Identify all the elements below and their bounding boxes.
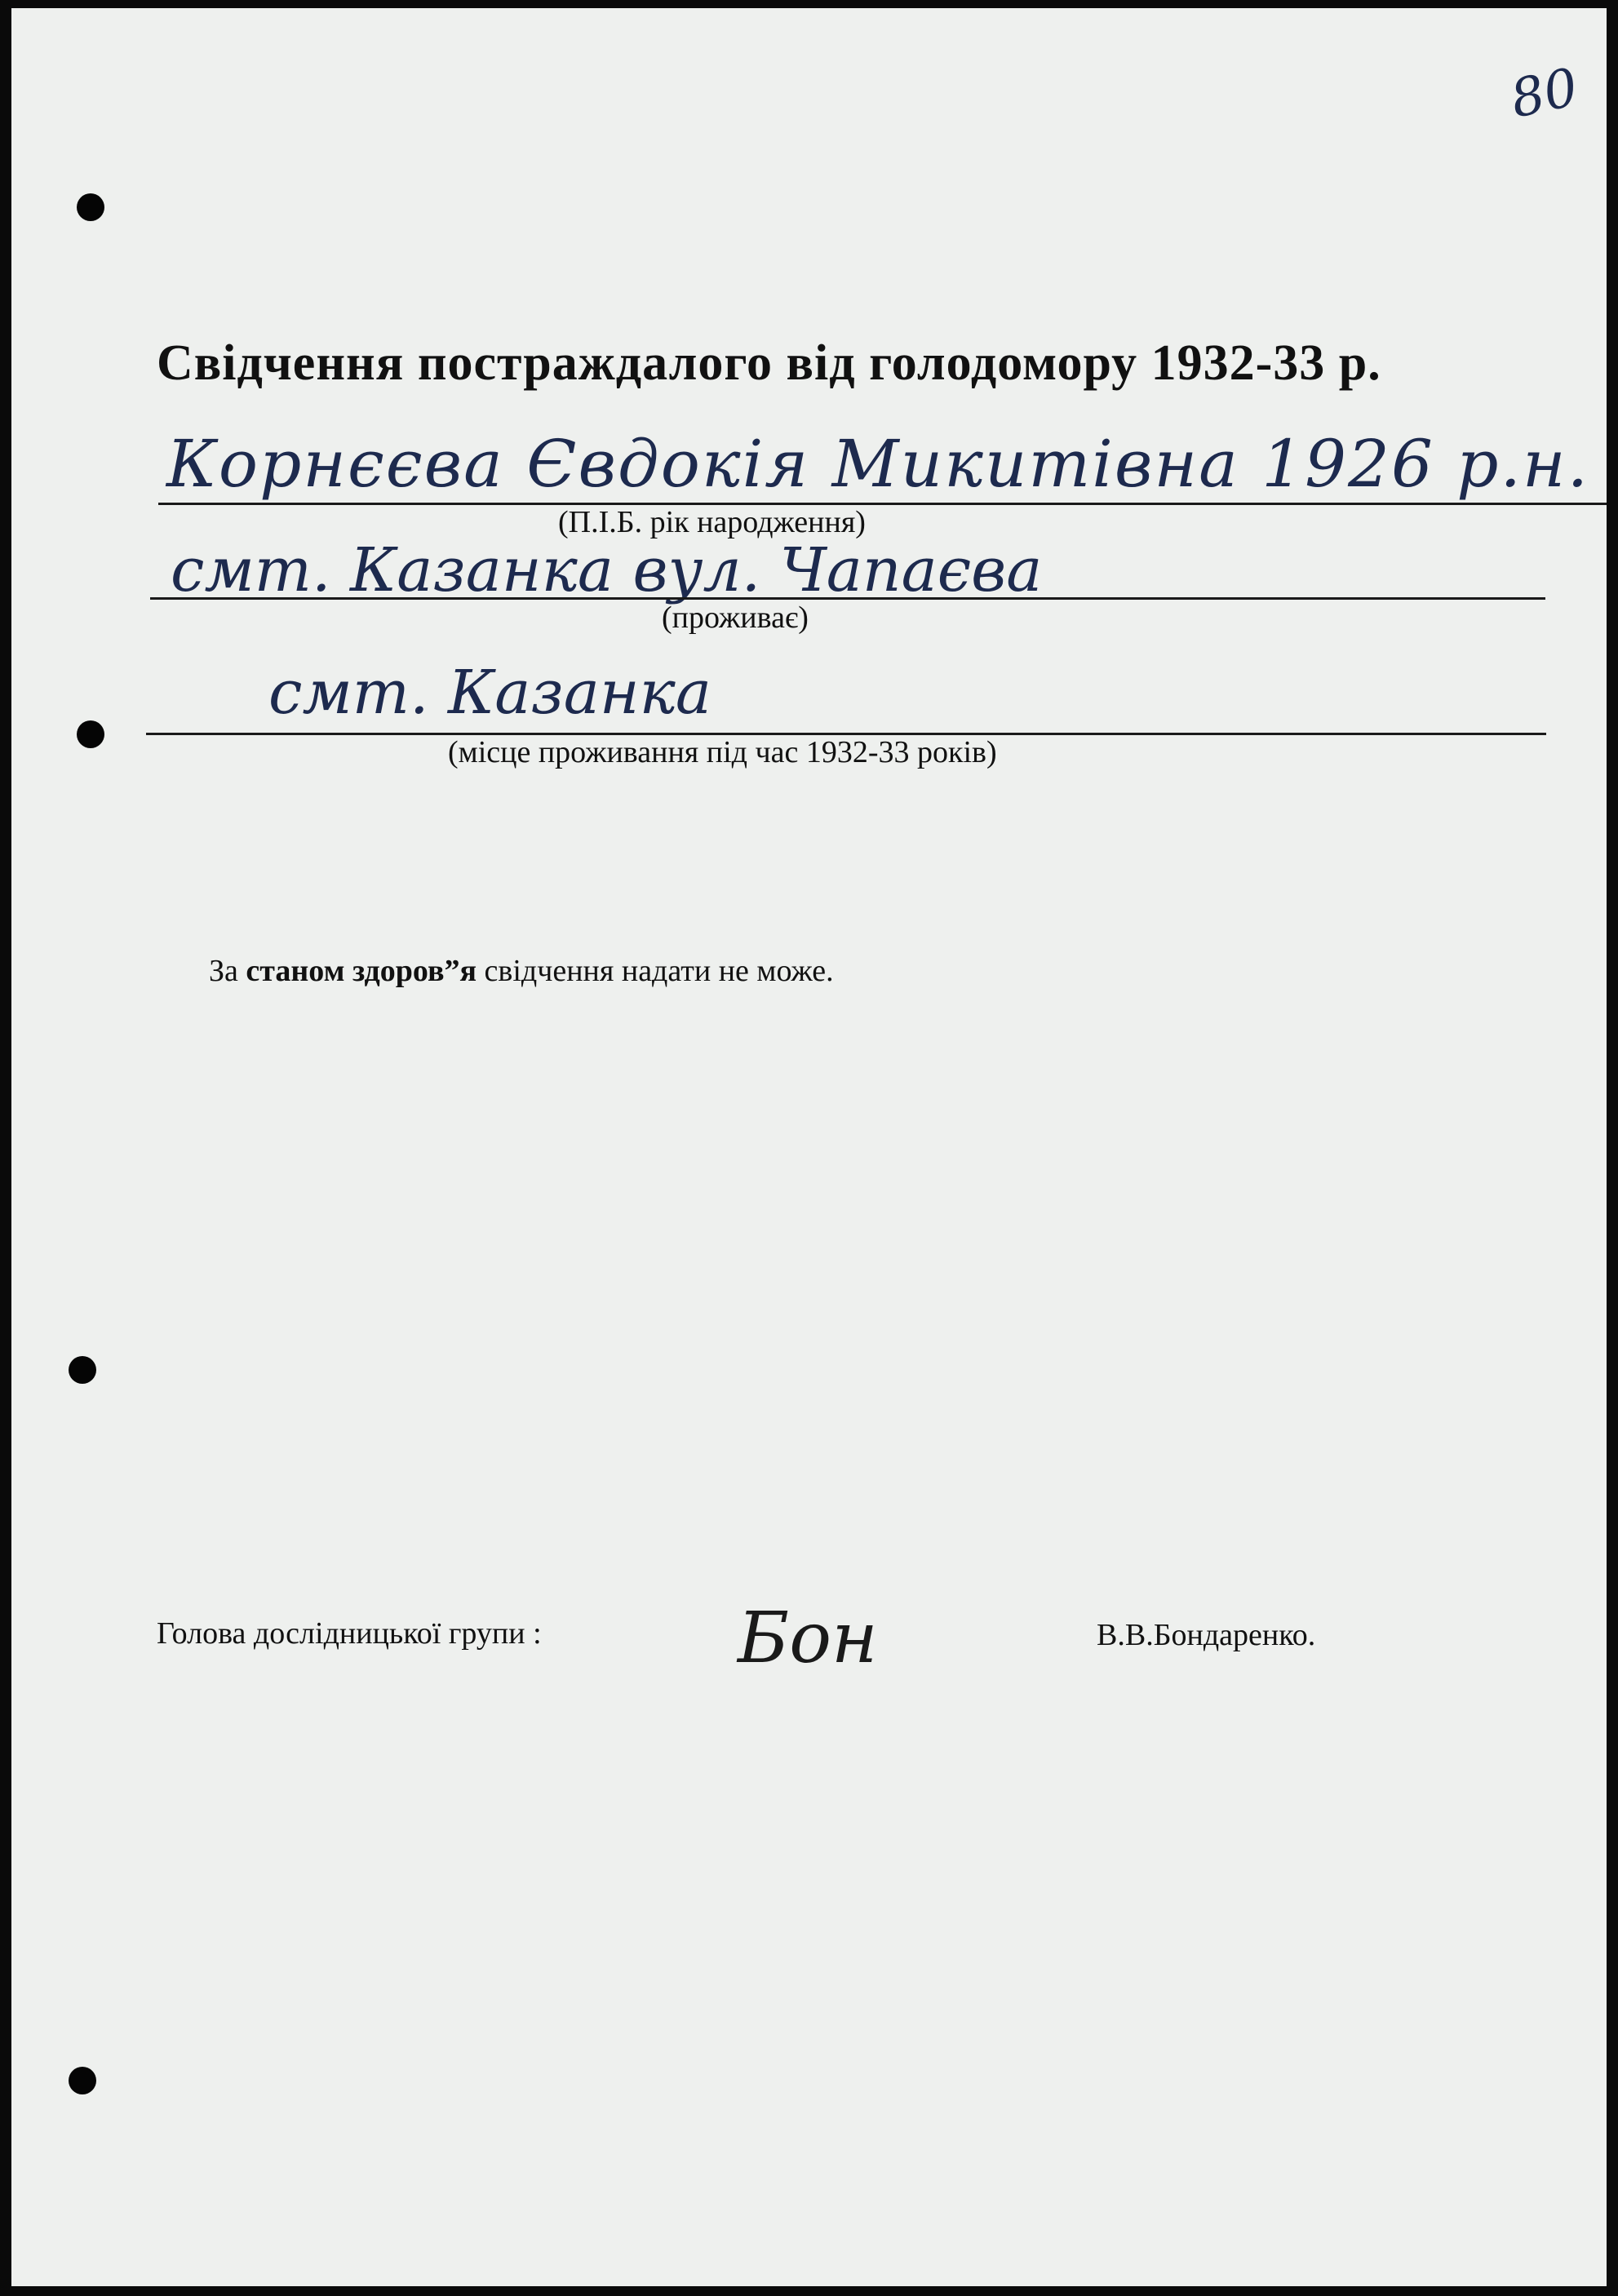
name-field-line (158, 503, 1607, 505)
residence-field-line (150, 597, 1545, 600)
archive-page-number: 80 (1505, 57, 1584, 131)
health-statement (209, 953, 834, 989)
name-handwritten-value: Корнєєва Євдокія Микитівна 1926 р.н. (166, 426, 1590, 502)
statement-prefix: За (209, 954, 238, 988)
punch-hole-1 (77, 193, 104, 221)
statement-bold-part: станом здоров”я (246, 954, 477, 988)
punch-hole-2 (77, 720, 104, 748)
signature-handwritten: Бон (738, 1598, 878, 1679)
residence-handwritten-value: смт. Казанка вул. Чапаєва (171, 535, 1043, 605)
residence-field-caption: (проживає) (662, 601, 809, 635)
name-field-caption: (П.І.Б. рік народження) (558, 505, 866, 539)
signature-name: В.В.Бондаренко. (1097, 1618, 1316, 1652)
document-sheet (11, 8, 1607, 2286)
residence-1932-field-caption: (місце проживання під час 1932-33 років) (448, 735, 997, 769)
statement-suffix: свідчення надати не може. (484, 954, 834, 988)
punch-hole-4 (69, 2067, 96, 2094)
residence-1932-handwritten-value: смт. Казанка (268, 658, 711, 728)
punch-hole-3 (69, 1356, 96, 1384)
page-title: Свідчення постраждалого від голодомору 1932-33 р. (157, 335, 1381, 391)
signature-label: Голова дослідницької групи : (157, 1616, 542, 1651)
